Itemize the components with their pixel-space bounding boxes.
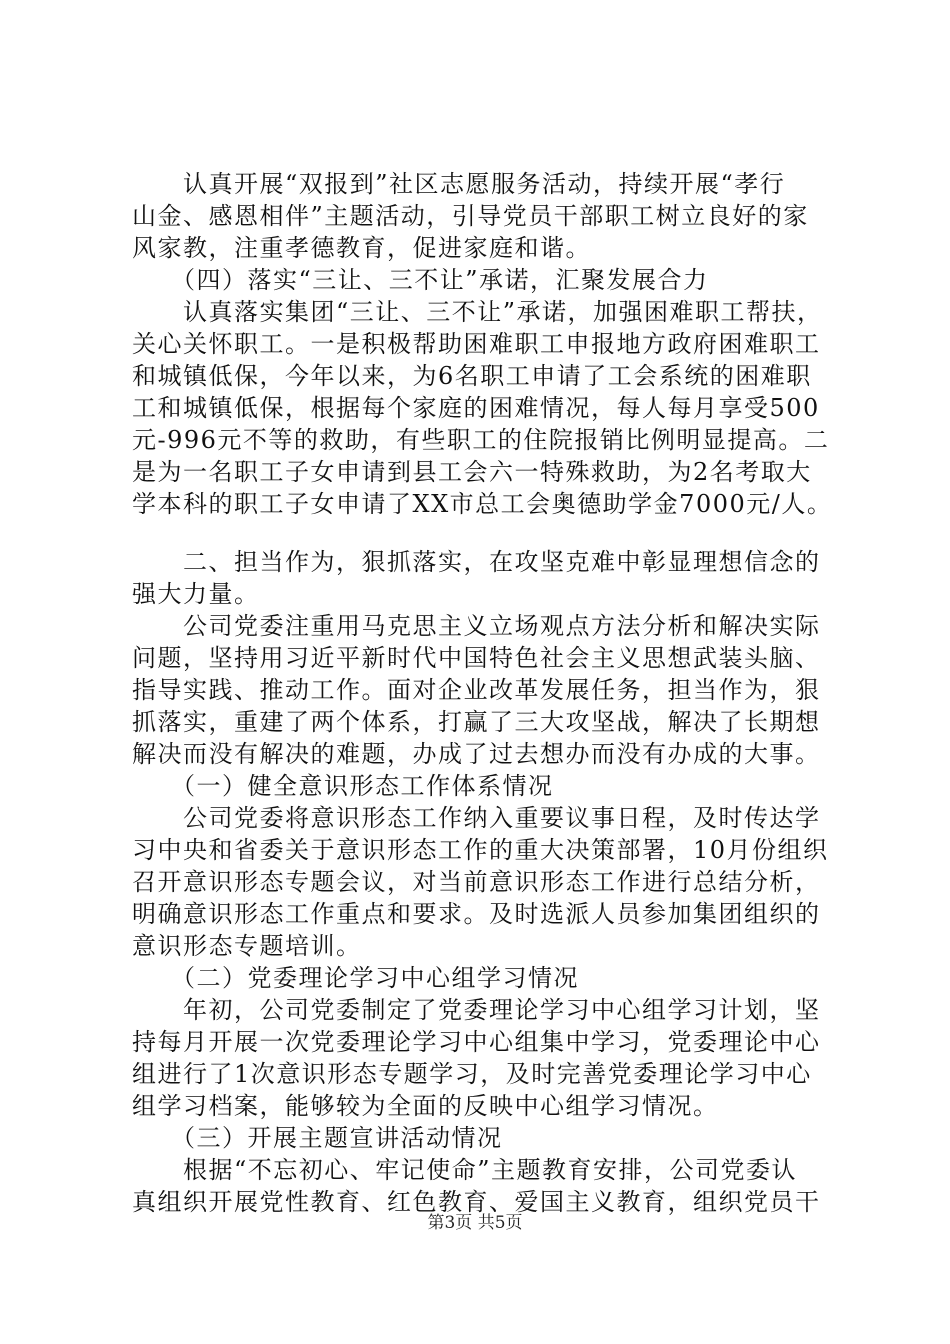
body-line: 关心关怀职工。一是积极帮助困难职工申报地方政府困难职工 <box>132 330 821 358</box>
section-heading: （二）党委理论学习中心组学习情况 <box>132 964 579 992</box>
body-line: 认真落实集团“三让、三不让”承诺，加强困难职工帮扶， <box>132 298 823 326</box>
body-line: 组进行了1次意识形态专题学习，及时完善党委理论学习中心 <box>132 1060 812 1088</box>
body-line: 持每月开展一次党委理论学习中心组集中学习，党委理论中心 <box>132 1028 821 1056</box>
section-heading: （一）健全意识形态工作体系情况 <box>132 772 554 800</box>
document-body <box>132 168 832 1218</box>
body-line: 山金、感恩相伴”主题活动，引导党员干部职工树立良好的家 <box>132 202 809 230</box>
body-line: 根据“不忘初心、牢记使命”主题教育安排，公司党委认 <box>132 1156 798 1184</box>
body-line: 意识形态专题培训。 <box>132 932 362 960</box>
section-heading: （四）落实“三让、三不让”承诺，汇聚发展合力 <box>132 266 709 294</box>
page-number-footer: 第3页 共5页 <box>427 1213 523 1233</box>
section-heading: 二、担当作为，狠抓落实，在攻坚克难中彰显理想信念的 <box>132 548 821 576</box>
body-line: 抓落实，重建了两个体系，打赢了三大攻坚战，解决了长期想 <box>132 708 821 736</box>
body-line: 元-996元不等的救助，有些职工的住院报销比例明显提高。二 <box>132 426 830 454</box>
body-line: 公司党委注重用马克思主义立场观点方法分析和解决实际 <box>132 612 821 640</box>
paragraph-gap <box>132 520 832 546</box>
body-line: 学本科的职工子女申请了XX市总工会奥德助学金7000元/人。 <box>132 490 833 518</box>
section-heading: （三）开展主题宣讲活动情况 <box>132 1124 503 1152</box>
section-heading: 强大力量。 <box>132 580 260 608</box>
body-line: 真组织开展党性教育、红色教育、爱国主义教育，组织党员干 <box>132 1188 821 1216</box>
body-line: 风家教，注重孝德教育，促进家庭和谐。 <box>132 234 591 262</box>
body-line: 解决而没有解决的难题，办成了过去想办而没有办成的大事。 <box>132 740 821 768</box>
body-line: 指导实践、推动工作。面对企业改革发展任务，担当作为，狠 <box>132 676 821 704</box>
body-line: 年初，公司党委制定了党委理论学习中心组学习计划，坚 <box>132 996 821 1024</box>
body-line: 是为一名职工子女申请到县工会六一特殊救助，为2名考取大 <box>132 458 812 486</box>
body-line: 认真开展“双报到”社区志愿服务活动，持续开展“孝行 <box>132 170 786 198</box>
body-line: 问题，坚持用习近平新时代中国特色社会主义思想武装头脑、 <box>132 644 821 672</box>
body-line: 召开意识形态专题会议，对当前意识形态工作进行总结分析， <box>132 868 821 896</box>
body-line: 和城镇低保，今年以来，为6名职工申请了工会系统的困难职 <box>132 362 812 390</box>
body-line: 习中央和省委关于意识形态工作的重大决策部署，10月份组织 <box>132 836 829 864</box>
body-line: 组学习档案，能够较为全面的反映中心组学习情况。 <box>132 1092 719 1120</box>
body-line: 工和城镇低保，根据每个家庭的困难情况，每人每月享受500 <box>132 394 820 422</box>
body-line: 公司党委将意识形态工作纳入重要议事日程，及时传达学 <box>132 804 821 832</box>
body-line: 明确意识形态工作重点和要求。及时选派人员参加集团组织的 <box>132 900 821 928</box>
